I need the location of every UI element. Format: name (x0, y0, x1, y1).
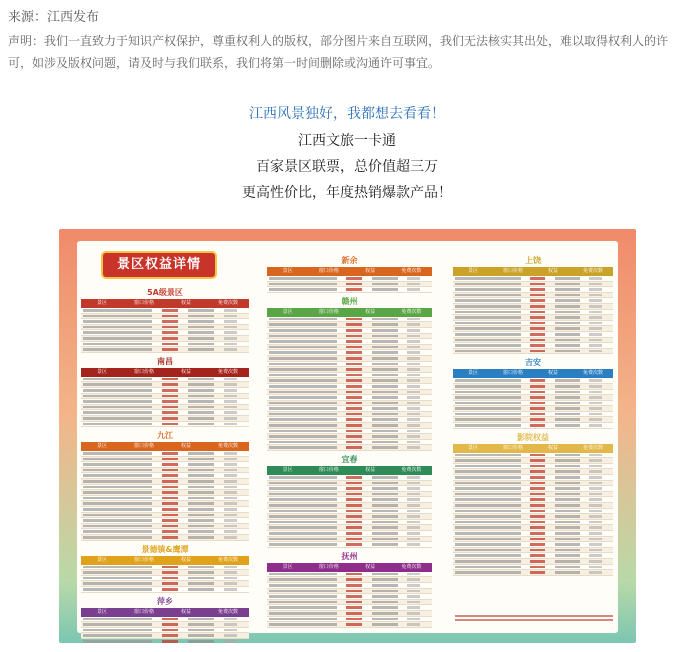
headline-value: 百家景区联票，总价值超三万 (256, 159, 438, 175)
table-header-cell: 权益 (180, 556, 191, 563)
table-header-cell: 权益 (180, 368, 191, 375)
copyright-notice: 声明：我们一直致力于知识产权保护，尊重权利人的版权，部分图片来自互联网，我们无法核实其出处，难以取得权利人的许可，如涉及版权问题，请及时与我们联系，我们将第一时间删除或沟通许可事宜。 (8, 34, 669, 70)
region-title: 5A级景区 (147, 288, 183, 297)
table-header-cell: 窗口价格 (318, 563, 339, 570)
table-header-cell: 景区 (96, 443, 107, 450)
table-header-cell: 窗口价格 (318, 467, 339, 474)
region-table-header (267, 563, 432, 572)
table-header-cell: 景区 (282, 467, 293, 474)
table-header-cell: 免费次数 (217, 443, 238, 450)
region-table-header (453, 369, 613, 378)
table-header-cell: 免费次数 (582, 268, 603, 274)
table-header-cell: 窗口价格 (318, 268, 339, 274)
table-header-cell: 景区 (467, 370, 478, 377)
table-header-cell: 权益 (365, 268, 376, 274)
region-table-header (81, 556, 249, 565)
source-line: 来源：江西发布 (8, 10, 100, 25)
region-block (453, 432, 613, 576)
table-row (453, 423, 613, 429)
table-header-cell: 免费次数 (217, 556, 238, 563)
table-header-cell: 免费次数 (401, 268, 422, 274)
table-header-cell: 免费次数 (401, 563, 422, 570)
poster-column-3 (453, 255, 613, 579)
table-header-cell: 景区 (282, 268, 293, 274)
table-header-cell: 权益 (180, 443, 191, 450)
region-block (81, 287, 249, 353)
region-title: 宜春 (341, 455, 358, 465)
table-header-cell: 景区 (467, 444, 478, 451)
table-row (81, 535, 249, 541)
table-row (267, 542, 432, 548)
poster-column-1 (81, 287, 249, 643)
region-block (453, 357, 613, 428)
region-title: 九江 (157, 431, 173, 441)
table-header-cell: 窗口价格 (133, 608, 154, 615)
table-header-cell: 免费次数 (217, 300, 238, 306)
region-block (267, 255, 432, 293)
headline-pitch: 更高性价比，年度热销爆款产品！ (242, 185, 452, 201)
table-header-cell: 免费次数 (401, 467, 422, 474)
table-header-cell: 权益 (180, 608, 191, 615)
region-table-header (81, 299, 249, 308)
table-header-cell: 免费次数 (582, 370, 603, 377)
table-header-cell: 景区 (282, 563, 293, 570)
region-table-header (267, 466, 432, 475)
table-header-cell: 窗口价格 (502, 268, 523, 274)
scenic-benefits-poster[interactable] (59, 229, 636, 643)
table-header-cell: 窗口价格 (133, 300, 154, 306)
region-title: 抚州 (341, 551, 358, 561)
table-row (81, 422, 249, 428)
region-table-header (267, 308, 432, 317)
region-title: 景德镇&鹰潭 (141, 544, 189, 554)
region-block (267, 454, 432, 548)
region-table-header (267, 267, 432, 276)
table-header-cell: 权益 (547, 268, 558, 274)
table-header-cell: 景区 (96, 368, 107, 375)
headline-product: 江西文旅一卡通 (298, 133, 396, 149)
region-title: 南昌 (157, 356, 173, 366)
region-table-header (81, 608, 249, 617)
table-header-cell: 权益 (180, 300, 191, 306)
table-header-cell: 景区 (467, 268, 478, 274)
table-header-cell: 景区 (96, 608, 107, 615)
table-header-cell: 权益 (365, 563, 376, 570)
table-row (81, 639, 249, 643)
table-header-cell: 窗口价格 (502, 370, 523, 377)
table-header-cell: 窗口价格 (502, 444, 523, 451)
region-title: 萍乡 (157, 596, 173, 606)
region-table-header (81, 368, 249, 377)
region-table-header (453, 444, 613, 453)
region-table-header (453, 267, 613, 276)
region-title: 上饶 (525, 256, 541, 265)
table-header-cell: 权益 (365, 467, 376, 474)
table-header-cell: 景区 (96, 556, 107, 563)
table-row (81, 347, 249, 353)
table-header-cell: 景区 (282, 308, 293, 315)
table-header-cell: 权益 (365, 308, 376, 315)
region-block (453, 255, 613, 354)
poster-board (77, 241, 618, 633)
table-header-cell: 窗口价格 (133, 556, 154, 563)
table-row (81, 587, 249, 593)
table-row (267, 445, 432, 451)
region-block (267, 551, 432, 628)
region-block (267, 296, 432, 451)
table-header-cell: 免费次数 (582, 444, 603, 451)
region-block (81, 544, 249, 593)
table-header-cell: 免费次数 (401, 308, 422, 315)
region-title: 影院权益 (517, 432, 549, 442)
table-header-cell: 权益 (547, 370, 558, 377)
table-row (267, 287, 432, 293)
region-title: 新余 (341, 256, 358, 265)
poster-column-2 (267, 255, 432, 631)
poster-title: 景区权益详情 (103, 253, 215, 277)
poster-footnote (455, 615, 613, 625)
region-block (81, 430, 249, 541)
region-title: 吉安 (525, 358, 541, 368)
region-block (81, 596, 249, 643)
table-header-cell: 免费次数 (217, 368, 238, 375)
table-header-cell: 免费次数 (217, 608, 238, 615)
table-row (453, 570, 613, 576)
table-header-cell: 权益 (547, 444, 558, 451)
table-header-cell: 窗口价格 (318, 308, 339, 315)
table-header-cell: 窗口价格 (133, 368, 154, 375)
table-row (453, 349, 613, 355)
table-header-cell: 窗口价格 (133, 443, 154, 450)
region-title: 赣州 (341, 296, 358, 306)
region-block (81, 356, 249, 427)
headline-slogan: 江西风景独好，我都想去看看！ (249, 106, 445, 122)
table-row (267, 622, 432, 628)
table-header-cell: 景区 (96, 300, 107, 306)
region-table-header (81, 442, 249, 451)
